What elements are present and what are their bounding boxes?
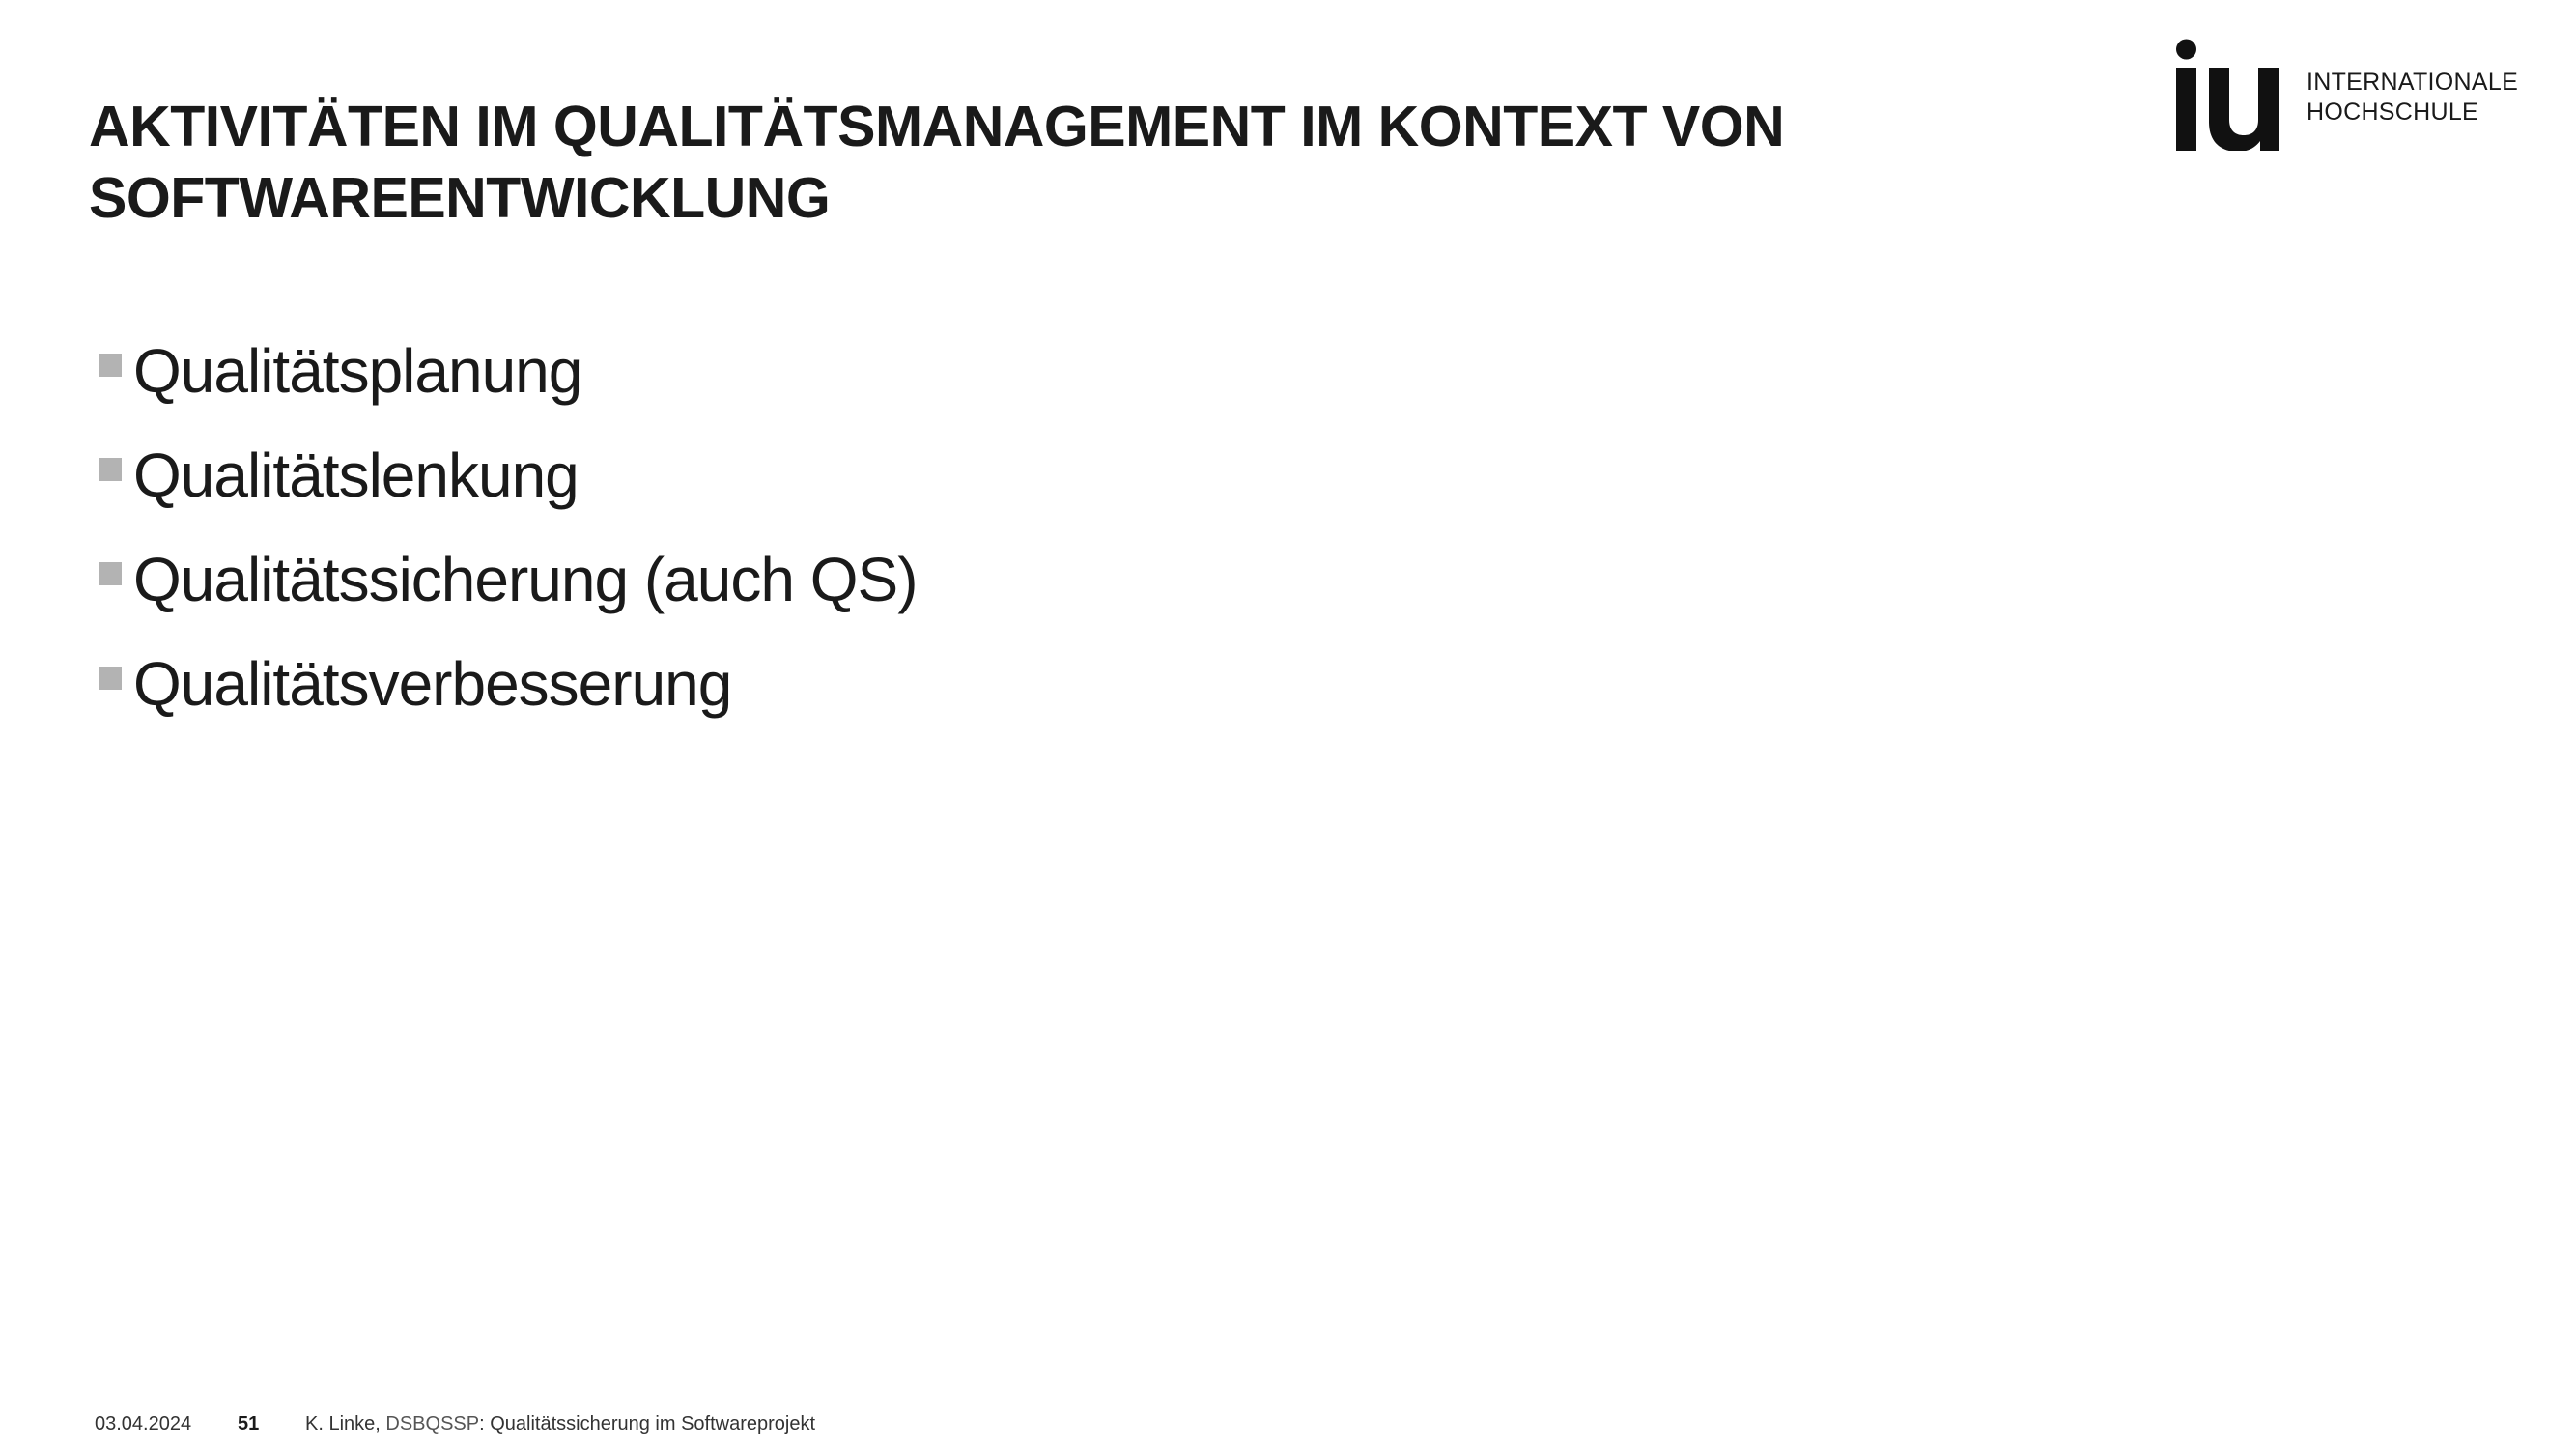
footer-date: 03.04.2024 [95, 1413, 192, 1435]
square-bullet-icon [99, 667, 122, 690]
slide-footer [95, 1412, 815, 1435]
bullet-list [99, 319, 918, 736]
footer-course-title: : Qualitätssicherung im Softwareprojekt [479, 1413, 816, 1435]
page-title [89, 91, 2021, 234]
footer-course-code: DSBQSSP [385, 1413, 480, 1435]
logo-line-1: INTERNATIONALE [2307, 69, 2519, 96]
logo-line-2: HOCHSCHULE [2307, 99, 2479, 126]
bullet-text: Qualitätsverbesserung [133, 649, 732, 719]
bullet-text: Qualitätslenkung [133, 440, 579, 510]
bullet-item-qualitaetssicherung [99, 527, 918, 632]
square-bullet-icon [99, 458, 122, 481]
square-bullet-icon [99, 354, 122, 377]
footer-page-number: 51 [238, 1413, 260, 1435]
iu-logo [2176, 39, 2519, 155]
page-title-line-2: SOFTWAREENTWICKLUNG [89, 166, 831, 230]
footer-author: K. Linke, [305, 1413, 386, 1435]
bullet-text: Qualitätsplanung [133, 336, 582, 406]
bullet-text: Qualitätssicherung (auch QS) [133, 545, 918, 614]
iu-logo-mark [2176, 39, 2292, 151]
bullet-item-qualitaetsverbesserung [99, 632, 918, 736]
page-title-line-1: AKTIVITÄTEN IM QUALITÄTSMANAGEMENT IM KONTEXT VON [89, 95, 1785, 158]
bullet-item-qualitaetslenkung [99, 423, 918, 527]
bullet-item-qualitaetsplanung [99, 319, 918, 423]
square-bullet-icon [99, 562, 122, 585]
logo-wordmark [2307, 68, 2518, 128]
